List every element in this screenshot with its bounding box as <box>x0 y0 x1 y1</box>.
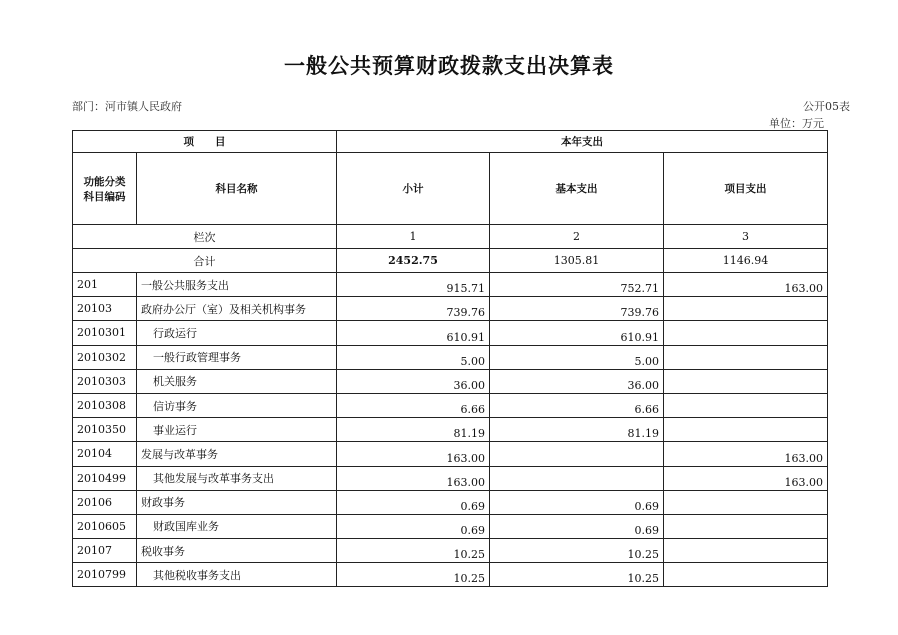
row-name: 其他发展与改革事务支出 <box>137 466 337 490</box>
row-subtotal: 915.71 <box>337 273 490 297</box>
row-project <box>664 514 828 538</box>
row-subtotal: 10.25 <box>337 563 490 587</box>
row-subtotal: 6.66 <box>337 393 490 417</box>
page-title: 一般公共预算财政拨款支出决算表 <box>284 54 614 78</box>
table-row <box>73 345 828 369</box>
unit-label: 单位：万元 <box>769 117 824 130</box>
col-index-3: 3 <box>664 225 828 249</box>
row-subtotal: 610.91 <box>337 321 490 345</box>
form-number: 公开05表 <box>803 100 850 113</box>
table-row <box>73 563 828 587</box>
row-name: 机关服务 <box>137 369 337 393</box>
row-code: 2010499 <box>73 466 137 490</box>
row-project: 163.00 <box>664 442 828 466</box>
row-project <box>664 490 828 514</box>
row-subtotal: 5.00 <box>337 345 490 369</box>
row-project <box>664 563 828 587</box>
row-basic: 6.66 <box>490 393 664 417</box>
table-row <box>73 418 828 442</box>
header-func-code-line1: 功能分类 <box>83 175 126 188</box>
col-index-1: 1 <box>337 225 490 249</box>
header-basic: 基本支出 <box>490 153 664 225</box>
row-basic <box>490 442 664 466</box>
header-project: 项 目 <box>73 131 337 153</box>
row-project <box>664 393 828 417</box>
row-code: 2010301 <box>73 321 137 345</box>
table-row <box>73 273 828 297</box>
row-subtotal: 739.76 <box>337 297 490 321</box>
row-code: 20106 <box>73 490 137 514</box>
row-code: 2010308 <box>73 393 137 417</box>
table-row <box>73 514 828 538</box>
row-subtotal: 10.25 <box>337 539 490 563</box>
row-code: 2010350 <box>73 418 137 442</box>
row-project <box>664 321 828 345</box>
row-basic: 752.71 <box>490 273 664 297</box>
header-subject-name: 科目名称 <box>137 153 337 225</box>
header-current-year: 本年支出 <box>337 131 828 153</box>
row-name: 发展与改革事务 <box>137 442 337 466</box>
row-basic: 36.00 <box>490 369 664 393</box>
col-index-label: 栏次 <box>73 225 337 249</box>
row-name: 税收事务 <box>137 539 337 563</box>
row-project: 163.00 <box>664 273 828 297</box>
table-row <box>73 490 828 514</box>
row-name: 其他税收事务支出 <box>137 563 337 587</box>
row-name: 一般公共服务支出 <box>137 273 337 297</box>
total-project: 1146.94 <box>664 249 828 273</box>
row-basic <box>490 466 664 490</box>
row-code: 201 <box>73 273 137 297</box>
total-label: 合计 <box>73 249 337 273</box>
row-code: 2010303 <box>73 369 137 393</box>
row-subtotal: 163.00 <box>337 442 490 466</box>
table-row <box>73 539 828 563</box>
table-row <box>73 369 828 393</box>
row-subtotal: 81.19 <box>337 418 490 442</box>
table-row <box>73 393 828 417</box>
row-name: 事业运行 <box>137 418 337 442</box>
department-label: 部门：河市镇人民政府 <box>72 100 182 113</box>
row-basic: 739.76 <box>490 297 664 321</box>
row-code: 2010799 <box>73 563 137 587</box>
row-basic: 0.69 <box>490 490 664 514</box>
row-basic: 81.19 <box>490 418 664 442</box>
row-basic: 10.25 <box>490 563 664 587</box>
row-code: 20104 <box>73 442 137 466</box>
table-row <box>73 297 828 321</box>
row-name: 行政运行 <box>137 321 337 345</box>
row-basic: 610.91 <box>490 321 664 345</box>
row-basic: 0.69 <box>490 514 664 538</box>
row-project <box>664 345 828 369</box>
row-subtotal: 163.00 <box>337 466 490 490</box>
row-code: 2010302 <box>73 345 137 369</box>
header-project-exp: 项目支出 <box>664 153 828 225</box>
row-code: 20103 <box>73 297 137 321</box>
col-index-2: 2 <box>490 225 664 249</box>
table-row <box>73 442 828 466</box>
row-project: 163.00 <box>664 466 828 490</box>
table-row <box>73 321 828 345</box>
row-project <box>664 297 828 321</box>
table-row <box>73 466 828 490</box>
row-project <box>664 369 828 393</box>
total-subtotal: 2452.75 <box>337 249 490 273</box>
total-basic: 1305.81 <box>490 249 664 273</box>
table-body <box>73 273 828 587</box>
header-func-code-line2: 科目编码 <box>83 190 126 203</box>
row-name: 政府办公厅（室）及相关机构事务 <box>137 297 337 321</box>
row-name: 财政事务 <box>137 490 337 514</box>
header-func-code <box>73 153 137 225</box>
row-code: 2010605 <box>73 514 137 538</box>
row-subtotal: 0.69 <box>337 490 490 514</box>
header-subtotal: 小计 <box>337 153 490 225</box>
row-code: 20107 <box>73 539 137 563</box>
row-subtotal: 36.00 <box>337 369 490 393</box>
row-basic: 5.00 <box>490 345 664 369</box>
row-basic: 10.25 <box>490 539 664 563</box>
row-subtotal: 0.69 <box>337 514 490 538</box>
row-name: 财政国库业务 <box>137 514 337 538</box>
row-project <box>664 539 828 563</box>
row-name: 信访事务 <box>137 393 337 417</box>
row-name: 一般行政管理事务 <box>137 345 337 369</box>
row-project <box>664 418 828 442</box>
expenditure-table <box>72 130 828 587</box>
